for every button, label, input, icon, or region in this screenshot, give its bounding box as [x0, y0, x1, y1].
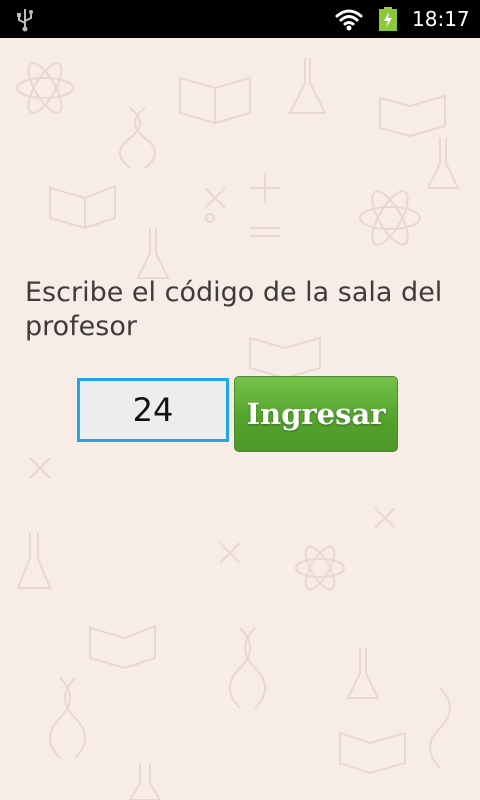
- room-code-input[interactable]: [77, 378, 229, 442]
- enter-button[interactable]: Ingresar: [234, 376, 398, 452]
- battery-charging-icon: [378, 6, 398, 32]
- usb-icon: [14, 6, 36, 32]
- main-screen: [0, 38, 480, 800]
- room-code-prompt: Escribe el código de la sala del profesor: [25, 277, 443, 342]
- status-bar: [0, 0, 480, 38]
- clock: 18:17: [412, 7, 470, 31]
- wifi-icon: [334, 6, 364, 32]
